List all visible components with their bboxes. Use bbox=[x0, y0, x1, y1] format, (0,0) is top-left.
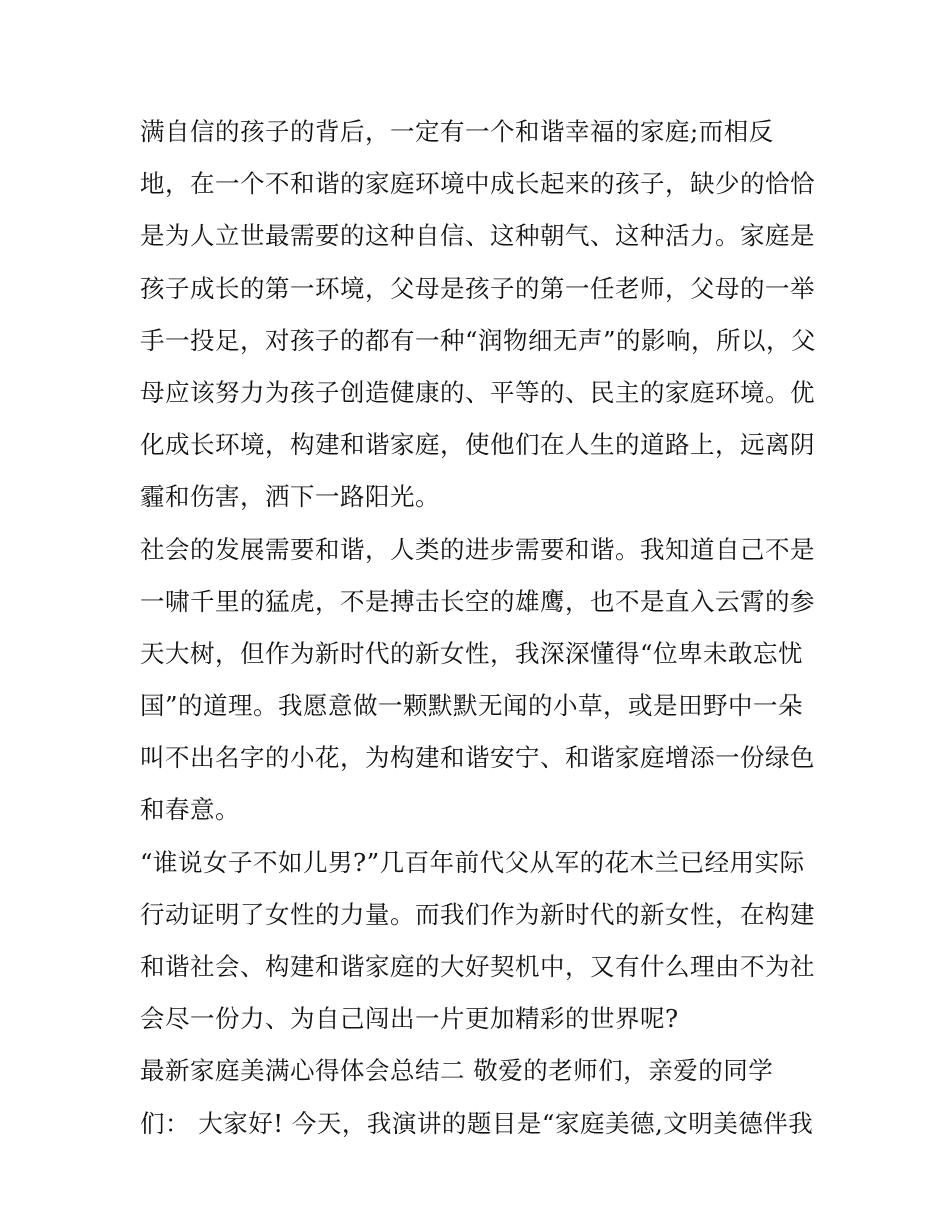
text-line: 天大树，但作为新时代的新女性，我深深懂得“位卑未敢忘忧 bbox=[140, 638, 804, 668]
text-line: 行动证明了女性的力量。而我们作为新时代的新女性，在构建 bbox=[140, 899, 815, 929]
text-line: 手一投足，对孩子的都有一种“润物细无声”的影响，所以，父 bbox=[140, 325, 817, 355]
text-line: 是为人立世最需要的这种自信、这种朝气、这种活力。家庭是 bbox=[140, 221, 815, 251]
text-line: 最新家庭美满心得体会总结二 敬爱的老师们，亲爱的同学 bbox=[140, 1056, 774, 1086]
document-body bbox=[140, 106, 830, 1150]
text-line: 化成长环境，构建和谐家庭，使他们在人生的道路上，远离阴 bbox=[140, 430, 815, 460]
text-line: 们： 大家好! 今天，我演讲的题目是“家庭美德,文明美德伴我 bbox=[140, 1108, 814, 1138]
text-line: 和谐社会、构建和谐家庭的大好契机中，又有什么理由不为社 bbox=[140, 952, 815, 981]
text-line: 一啸千里的猛虎，不是搏击长空的雄鹰，也不是直入云霄的参 bbox=[140, 586, 815, 616]
text-line: 和春意。 bbox=[140, 795, 240, 825]
text-line: 孩子成长的第一环境，父母是孩子的第一任老师，父母的一举 bbox=[140, 273, 815, 303]
text-line: 叫不出名字的小花，为构建和谐安宁、和谐家庭增添一份绿色 bbox=[140, 743, 815, 773]
text-line: “谁说女子不如儿男?”几百年前代父从军的花木兰已经用实际 bbox=[140, 847, 805, 877]
text-line: 母应该努力为孩子创造健康的、平等的、民主的家庭环境。优 bbox=[140, 377, 815, 407]
text-line: 国”的道理。我愿意做一颗默默无闻的小草，或是田野中一朵 bbox=[140, 691, 804, 721]
text-line: 霾和伤害，洒下一路阳光。 bbox=[140, 482, 440, 512]
text-line: 社会的发展需要和谐，人类的进步需要和谐。我知道自己不是 bbox=[140, 534, 815, 564]
text-line: 会尽一份力、为自己闯出一片更加精彩的世界呢? bbox=[140, 1004, 679, 1034]
text-line: 地，在一个不和谐的家庭环境中成长起来的孩子，缺少的恰恰 bbox=[140, 169, 815, 199]
text-line: 满自信的孩子的背后，一定有一个和谐幸福的家庭;而相反 bbox=[140, 117, 774, 146]
